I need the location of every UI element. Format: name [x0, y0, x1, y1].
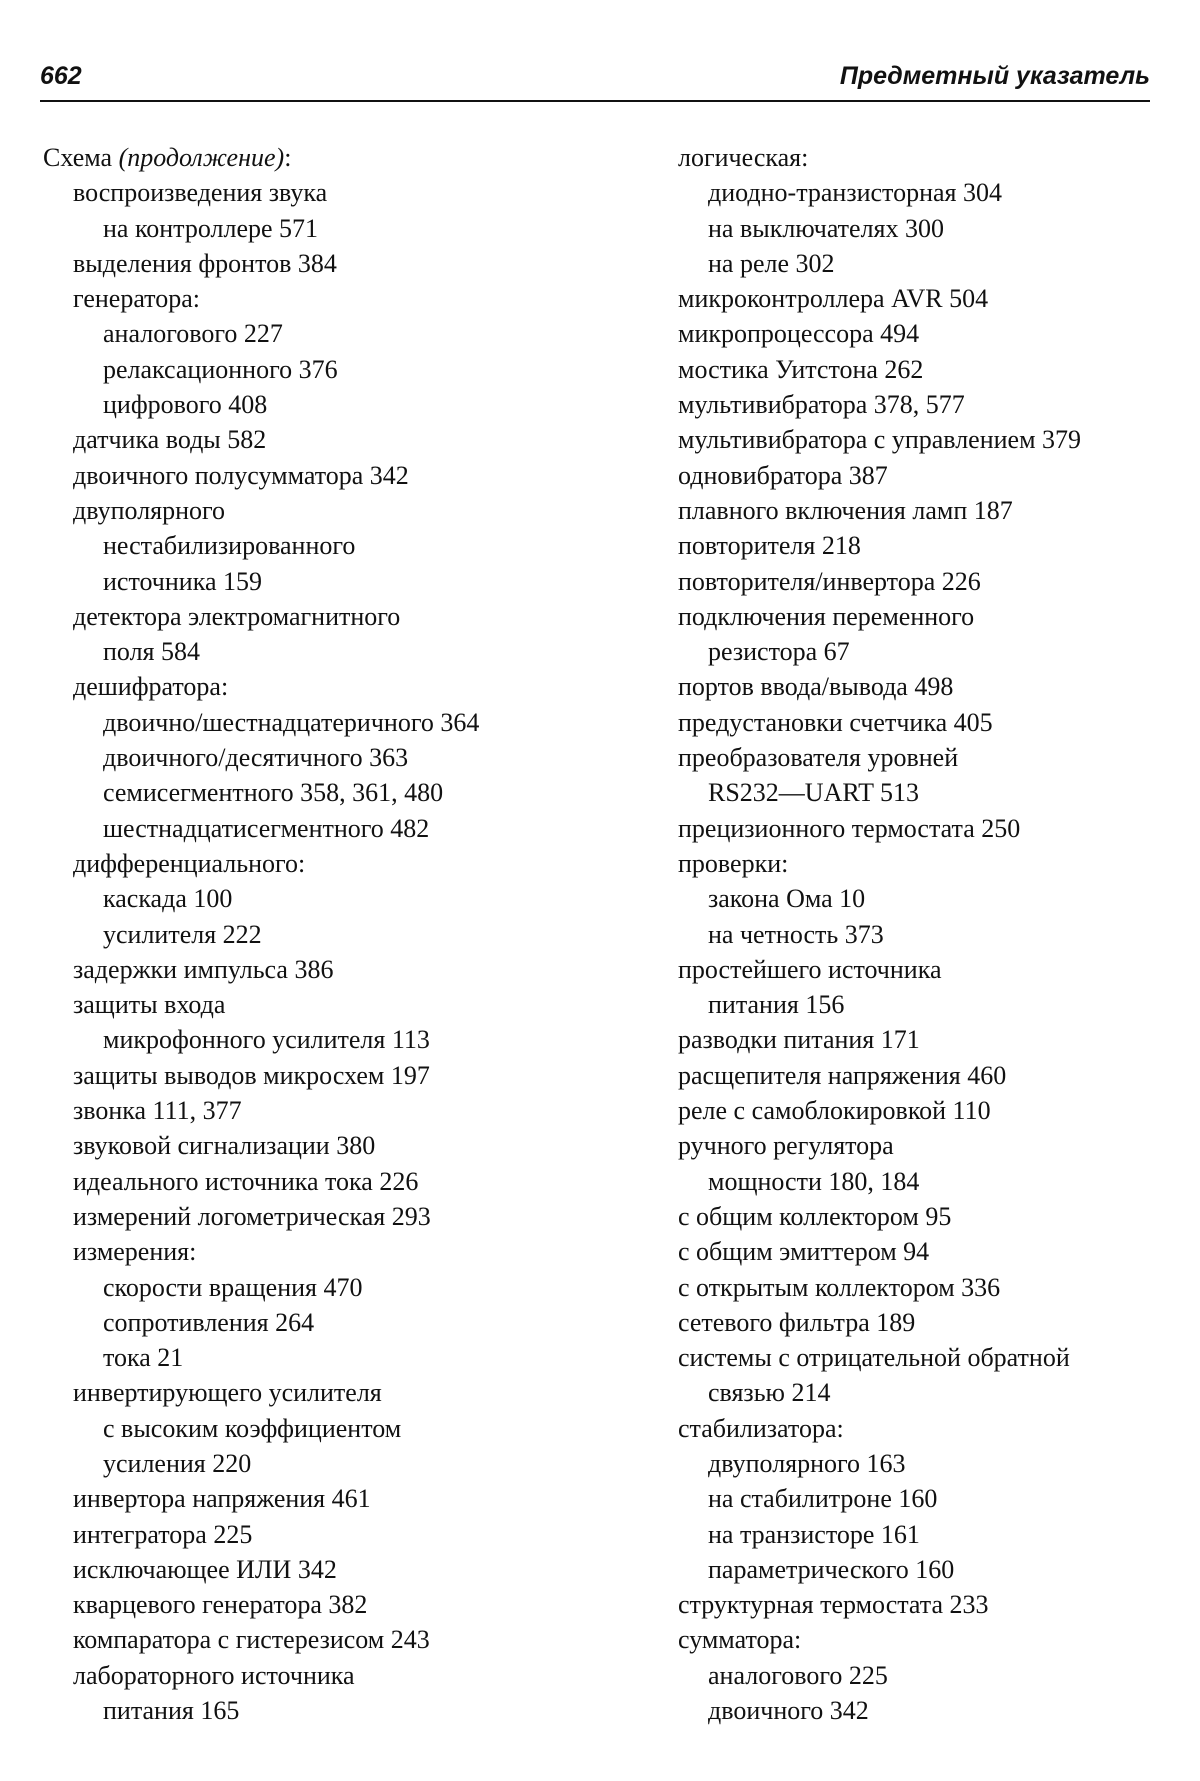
index-entry-italic-note: (продолжение): [118, 143, 285, 172]
index-entry: [43, 1481, 643, 1516]
index-entry-text: исключающее ИЛИ 342: [73, 1554, 337, 1584]
index-entry: [43, 175, 643, 210]
index-entry-text: преобразователя уровней: [678, 743, 959, 773]
index-entry-text: аналогового 227: [103, 319, 283, 349]
index-entry-text: на реле 302: [708, 248, 835, 278]
index-entry: [43, 775, 643, 810]
index-entry: [678, 917, 1168, 952]
index-entry-text: лабораторного источника: [73, 1660, 355, 1690]
index-entry-text: семисегментного 358, 361, 480: [103, 778, 444, 808]
index-entry-text: двуполярного: [73, 495, 226, 525]
index-entry: [43, 881, 643, 916]
index-column-right: [678, 140, 1168, 1728]
index-entry-text: мультивибратора 378, 577: [678, 390, 965, 420]
index-entry-text: с общим коллектором 95: [678, 1201, 952, 1231]
index-entry-text: интегратора 225: [73, 1519, 253, 1549]
index-entry: [678, 1128, 1168, 1163]
index-entry-text: двоичного/десятичного 363: [103, 743, 409, 773]
index-entry-text: реле с самоблокировкой 110: [678, 1096, 991, 1126]
index-entry: [678, 1411, 1168, 1446]
index-entry: [43, 669, 643, 704]
index-entry-text: дешифратора:: [73, 672, 229, 702]
index-entry: [43, 1058, 643, 1093]
index-entry: [678, 1305, 1168, 1340]
index-entry-text: на контроллере 571: [103, 213, 319, 243]
index-entry: [678, 316, 1168, 351]
index-entry-text: шестнадцатисегментного 482: [103, 813, 430, 843]
index-entry-text: на стабилитроне 160: [708, 1484, 938, 1514]
index-entry-text: нестабилизированного: [103, 531, 356, 561]
index-entry: [678, 1552, 1168, 1587]
index-entry-text: Схема: [43, 143, 119, 172]
index-entry-text: источника 159: [103, 566, 262, 596]
index-entry-text: простейшего источника: [678, 954, 942, 984]
index-entry-text: цифрового 408: [103, 390, 268, 420]
index-entry-text: тока 21: [103, 1343, 184, 1373]
index-entry-text: идеального источника тока 226: [73, 1166, 419, 1196]
index-entry: [678, 1658, 1168, 1693]
index-entry: [43, 1234, 643, 1269]
index-entry-text: выделения фронтов 384: [73, 248, 337, 278]
index-entry: [678, 528, 1168, 563]
index-entry-text: воспроизведения звука: [73, 178, 328, 208]
index-entry-text: микрофонного усилителя 113: [103, 1025, 430, 1055]
index-entry: [43, 1693, 643, 1728]
index-entry: [678, 1693, 1168, 1728]
index-entry-text: звонка 111, 377: [73, 1096, 242, 1126]
index-entry: [678, 846, 1168, 881]
index-entry: [43, 811, 643, 846]
index-entry: [678, 987, 1168, 1022]
index-entry: [43, 1517, 643, 1552]
index-entry: [43, 705, 643, 740]
index-entry: [678, 175, 1168, 210]
index-entry-text: мультивибратора с управлением 379: [678, 425, 1082, 455]
index-entry-text: на транзисторе 161: [708, 1519, 920, 1549]
index-entry: [678, 1164, 1168, 1199]
index-entry: [678, 952, 1168, 987]
index-entry-text: измерений логометрическая 293: [73, 1201, 431, 1231]
index-entry: [43, 1658, 643, 1693]
index-entry: [43, 316, 643, 351]
index-entry: [43, 987, 643, 1022]
index-entry: [43, 846, 643, 881]
index-entry: [678, 1481, 1168, 1516]
index-entry-text: двоичного полусумматора 342: [73, 460, 409, 490]
index-entry-text: одновибратора 387: [678, 460, 888, 490]
index-entry-text: поля 584: [103, 637, 201, 667]
index-entry: [678, 458, 1168, 493]
index-entry: [43, 1622, 643, 1657]
index-entry: [678, 811, 1168, 846]
index-entry-text: релаксационного 376: [103, 354, 338, 384]
index-entry: [43, 599, 643, 634]
index-entry-text: закона Ома 10: [708, 884, 866, 914]
index-entry: [43, 422, 643, 457]
index-entry: [43, 740, 643, 775]
index-entry: [678, 1375, 1168, 1410]
index-entry: [43, 246, 643, 281]
index-entry: [678, 211, 1168, 246]
index-entry: [678, 564, 1168, 599]
index-entry-text: ручного регулятора: [678, 1131, 894, 1161]
index-entry: [678, 1022, 1168, 1057]
index-entry-text: стабилизатора:: [678, 1413, 844, 1443]
index-entry-text: RS232—UART 513: [708, 778, 920, 808]
index-entry-text: детектора электромагнитного: [73, 601, 401, 631]
index-entry: [43, 1093, 643, 1128]
index-entry-text: расщепителя напряжения 460: [678, 1060, 1007, 1090]
index-entry: [43, 564, 643, 599]
index-entry: [43, 634, 643, 669]
index-entry: [43, 1340, 643, 1375]
index-entry-text: сетевого фильтра 189: [678, 1307, 916, 1337]
index-entry: [678, 246, 1168, 281]
index-entry-text: плавного включения ламп 187: [678, 495, 1013, 525]
index-entry: [678, 1093, 1168, 1128]
index-entry-text: двоичного 342: [708, 1696, 869, 1726]
index-entry-text: мостика Уитстона 262: [678, 354, 924, 384]
index-entry-suffix: :: [284, 143, 292, 172]
index-entry-text: инвертирующего усилителя: [73, 1378, 382, 1408]
index-entry-text: резистора 67: [708, 637, 850, 667]
index-entry: [43, 493, 643, 528]
running-title: Предметный указатель: [839, 62, 1150, 90]
index-entry-text: сопротивления 264: [103, 1307, 315, 1337]
index-entry-text: двоично/шестнадцатеричного 364: [103, 707, 480, 737]
index-entry-text: генератора:: [73, 284, 200, 314]
index-entry-text: звуковой сигнализации 380: [73, 1131, 376, 1161]
index-entry: [43, 1199, 643, 1234]
index-entry: [678, 1058, 1168, 1093]
index-entry-text: системы с отрицательной обратной: [678, 1343, 1070, 1373]
index-entry: [43, 352, 643, 387]
index-entry-text: связью 214: [708, 1378, 831, 1408]
index-entry-text: подключения переменного: [678, 601, 975, 631]
index-entry-text: питания 156: [708, 990, 845, 1020]
index-column-left: [43, 140, 643, 1728]
index-entry: [678, 599, 1168, 634]
index-entry: [43, 281, 643, 316]
index-entry: [678, 740, 1168, 775]
index-entry-text: задержки импульса 386: [73, 954, 334, 984]
index-entry-text: на четность 373: [708, 919, 884, 949]
index-entry-text: логическая:: [678, 143, 809, 172]
index-entry-text: двуполярного 163: [708, 1448, 906, 1478]
header-rule: [40, 100, 1150, 102]
index-entry-text: инвертора напряжения 461: [73, 1484, 371, 1514]
index-entry-text: повторителя/инвертора 226: [678, 566, 981, 596]
index-entry: [43, 140, 643, 175]
index-entry: [43, 1022, 643, 1057]
index-entry-text: с общим эмиттером 94: [678, 1237, 930, 1267]
index-entry-text: повторителя 218: [678, 531, 861, 561]
index-entry-text: аналогового 225: [708, 1660, 888, 1690]
index-entry-text: измерения:: [73, 1237, 197, 1267]
index-entry-text: мощности 180, 184: [708, 1166, 920, 1196]
index-entry-text: на выключателях 300: [708, 213, 945, 243]
index-entry-text: с открытым коллектором 336: [678, 1272, 1001, 1302]
index-entry: [678, 1446, 1168, 1481]
index-entry-text: микропроцессора 494: [678, 319, 920, 349]
index-entry: [678, 352, 1168, 387]
index-entry: [678, 140, 1168, 175]
index-entry: [678, 1587, 1168, 1622]
index-entry: [678, 1234, 1168, 1269]
index-entry-text: кварцевого генератора 382: [73, 1590, 368, 1620]
index-entry: [43, 211, 643, 246]
index-entry: [678, 1270, 1168, 1305]
index-entry-text: предустановки счетчика 405: [678, 707, 993, 737]
index-entry: [678, 634, 1168, 669]
index-entry-text: проверки:: [678, 848, 789, 878]
index-entry-text: портов ввода/вывода 498: [678, 672, 954, 702]
index-entry-text: защиты входа: [73, 990, 226, 1020]
index-entry: [678, 669, 1168, 704]
index-entry: [43, 1375, 643, 1410]
index-entry: [43, 1305, 643, 1340]
index-entry: [678, 1622, 1168, 1657]
index-entry-text: сумматора:: [678, 1625, 802, 1655]
index-entry: [678, 422, 1168, 457]
index-entry: [678, 1340, 1168, 1375]
index-entry-text: разводки питания 171: [678, 1025, 920, 1055]
index-entry-text: компаратора с гистерезисом 243: [73, 1625, 430, 1655]
index-entry: [43, 1270, 643, 1305]
index-entry: [43, 1587, 643, 1622]
index-entry: [43, 458, 643, 493]
index-entry-text: диодно-транзисторная 304: [708, 178, 1002, 208]
page-header: [40, 62, 1150, 102]
index-entry-text: дифференциального:: [73, 848, 306, 878]
index-entry: [43, 1164, 643, 1199]
index-entry: [678, 705, 1168, 740]
index-entry: [678, 281, 1168, 316]
index-entry: [43, 952, 643, 987]
index-entry-text: скорости вращения 470: [103, 1272, 363, 1302]
index-entry: [678, 1517, 1168, 1552]
index-entry-text: защиты выводов микросхем 197: [73, 1060, 430, 1090]
index-entry: [43, 1446, 643, 1481]
index-entry-text: усиления 220: [103, 1448, 252, 1478]
index-entry: [43, 1411, 643, 1446]
index-entry: [43, 387, 643, 422]
index-entry: [43, 1552, 643, 1587]
index-entry: [678, 1199, 1168, 1234]
index-entry: [678, 881, 1168, 916]
index-entry-text: параметрического 160: [708, 1554, 955, 1584]
index-entry-text: усилителя 222: [103, 919, 262, 949]
index-entry-text: питания 165: [103, 1696, 240, 1726]
index-entry-text: прецизионного термостата 250: [678, 813, 1021, 843]
index-entry: [678, 493, 1168, 528]
index-entry: [678, 387, 1168, 422]
index-entry-text: микроконтроллера AVR 504: [678, 284, 989, 314]
index-entry-text: датчика воды 582: [73, 425, 267, 455]
page-number: 662: [40, 62, 82, 90]
index-entry-text: каскада 100: [103, 884, 233, 914]
index-entry: [43, 1128, 643, 1163]
index-entry: [43, 528, 643, 563]
index-entry: [43, 917, 643, 952]
index-entry-text: структурная термостата 233: [678, 1590, 989, 1620]
index-entry: [678, 775, 1168, 810]
index-entry-text: с высоким коэффициентом: [103, 1413, 402, 1443]
